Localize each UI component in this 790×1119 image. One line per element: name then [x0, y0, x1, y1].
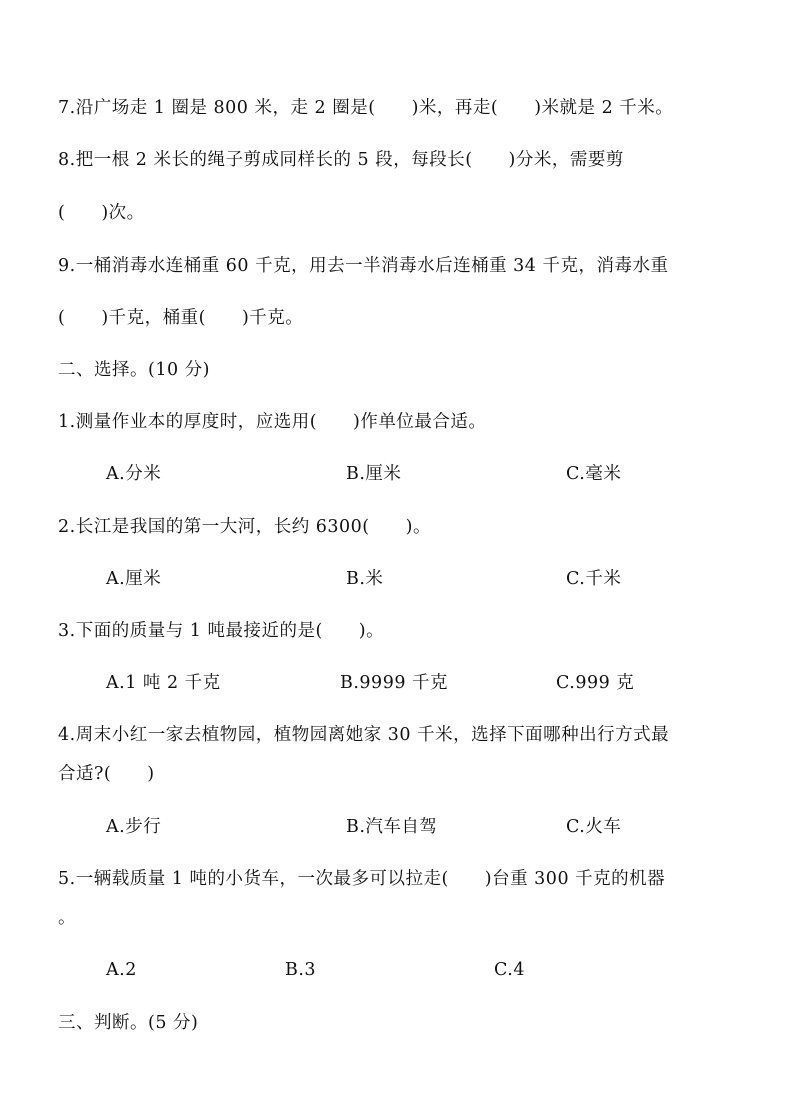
- choice-2-option-b: B.米: [346, 569, 384, 589]
- section-2-heading: 二、选择。(10 分): [58, 360, 210, 380]
- choice-2-option-a: A.厘米: [106, 569, 162, 589]
- choice-1-option-b: B.厘米: [346, 464, 402, 484]
- choice-4-option-a: A.步行: [106, 817, 162, 837]
- choice-2-option-c: C.千米: [566, 569, 622, 589]
- choice-question-4-line-2: 合适?( ): [58, 764, 155, 784]
- choice-5-option-c: C.4: [494, 960, 525, 980]
- choice-5-option-b: B.3: [285, 960, 317, 980]
- question-8-line-1: 8.把一根 2 米长的绳子剪成同样长的 5 段，每段长( )分米，需要剪: [58, 150, 624, 170]
- question-8-line-2: ( )次。: [58, 203, 145, 223]
- choice-question-5-line-1: 5.一辆载质量 1 吨的小货车，一次最多可以拉走( )台重 300 千克的机器: [58, 869, 666, 889]
- choice-question-4-line-1: 4.周末小红一家去植物园，植物园离她家 30 千米，选择下面哪种出行方式最: [58, 725, 670, 745]
- choice-question-5-line-2: 。: [58, 908, 76, 928]
- choice-3-option-b: B.9999 千克: [340, 673, 449, 693]
- choice-1-option-c: C.毫米: [566, 464, 622, 484]
- question-7: 7.沿广场走 1 圈是 800 米，走 2 圈是( )米，再走( )米就是 2 千米。: [58, 98, 674, 118]
- choice-4-option-c: C.火车: [566, 817, 622, 837]
- section-3-heading: 三、判断。(5 分): [58, 1013, 199, 1033]
- choice-4-option-b: B.汽车自驾: [346, 817, 438, 837]
- question-9-line-2: ( )千克，桶重( )千克。: [58, 308, 304, 328]
- choice-5-option-a: A.2: [106, 960, 137, 980]
- choice-1-option-a: A.分米: [106, 464, 162, 484]
- choice-question-1: 1.测量作业本的厚度时，应选用( )作单位最合适。: [58, 412, 487, 432]
- choice-3-option-c: C.999 克: [556, 673, 635, 693]
- choice-question-3: 3.下面的质量与 1 吨最接近的是( )。: [58, 621, 385, 641]
- question-9-line-1: 9.一桶消毒水连桶重 60 千克，用去一半消毒水后连桶重 34 千克，消毒水重: [58, 256, 669, 276]
- choice-3-option-a: A.1 吨 2 千克: [106, 673, 221, 693]
- choice-question-2: 2.长江是我国的第一大河，长约 6300( )。: [58, 517, 431, 537]
